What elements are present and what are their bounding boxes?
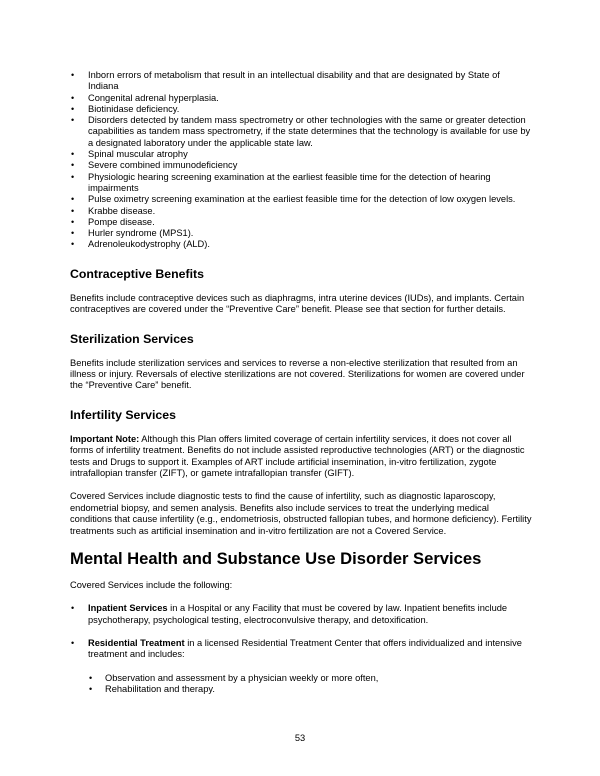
contraceptive-heading: Contraceptive Benefits — [70, 266, 204, 281]
list-item: • Hurler syndrome (MPS1). — [70, 228, 532, 239]
sterilization-heading: Sterilization Services — [70, 331, 194, 346]
inpatient-body: in a Hospital or any Facility that must be covered by law. Inpatient benefits include psychotherapy, psychological testing, electroconvulsive therapy, and detoxification. — [88, 603, 508, 625]
important-note-label: Important Note: — [70, 433, 140, 444]
page-content — [70, 70, 532, 696]
list-item: • Biotinidase deficiency. — [70, 104, 532, 115]
residential-sublist — [70, 673, 532, 696]
contraceptive-body: Benefits include contraceptive devices such as diaphragms, intra uterine devices (IUDs), and implants. Certain contraceptives are covered under the “Preventive Care” benefit. Please see that section for further details. — [70, 292, 525, 315]
mental-health-intro: Covered Services include the following: — [70, 580, 233, 591]
list-item: • Inborn errors of metabolism that result in an intellectual disability and that are designated by State of Indiana — [70, 70, 532, 93]
residential-label: Residential Treatment — [88, 638, 185, 649]
list-item: • Physiologic hearing screening examination at the earliest feasible time for the detection of hearing impairments — [70, 172, 532, 195]
sub-list-item: • Rehabilitation and therapy. — [88, 684, 532, 696]
list-item: • Pompe disease. — [70, 217, 532, 228]
list-item: • Disorders detected by tandem mass spectrometry or other technologies with the same or greater detection capabilities as tandem mass spectrometry, if the state determines that the technology is available for use by a designated laboratory under the applicable state law. — [70, 115, 532, 149]
infertility-covered-body: Covered Services include diagnostic tests to find the cause of infertility, such as diagnostic laparoscopy, endometrial biopsy, and semen analysis. Benefits also include services to treat the underlying medical conditions that cause infertility (e.g., endometriosis, obstructed fallopian tubes, and hormone deficiency). Fertility treatments such as artificial insemination and in-vitro fertilization are not a Covered Service. — [70, 491, 532, 536]
list-item-residential — [70, 638, 532, 661]
residential-body: in a licensed Residential Treatment Center that offers individualized and intensive treatment and includes: — [88, 638, 522, 660]
important-note-body: Although this Plan offers limited coverage of certain infertility services, it does not cover all forms of infertility treatment. Benefits do not include assisted reproductive technologies (ART) or the diagnostic tests and Drugs to support it. Examples of ART include artificial insemination, in-vitro fertilization, zygote intrafallopian transfer (ZIFT), or gamete intrafallopian transfer (GIFT). — [70, 433, 525, 478]
sterilization-body: Benefits include sterilization services and services to reverse a non-elective sterilization that resulted from an illness or injury. Reversals of elective sterilizations are not covered. Sterilizations for women are covered under the “Preventive Care” benefit. — [70, 357, 525, 391]
page-number: 53 — [294, 733, 306, 743]
newborn-screening-list — [70, 70, 532, 251]
infertility-heading: Infertility Services — [70, 407, 176, 422]
list-item: • Pulse oximetry screening examination at the earliest feasible time for the detection of low oxygen levels. — [70, 194, 532, 205]
list-item: • Krabbe disease. — [70, 206, 532, 217]
list-item: • Severe combined immunodeficiency — [70, 160, 532, 171]
list-item: • Spinal muscular atrophy — [70, 149, 532, 160]
mental-health-services-list-2 — [70, 638, 532, 661]
list-item-inpatient — [70, 603, 532, 626]
mental-health-services-list — [70, 603, 532, 626]
mental-health-heading: Mental Health and Substance Use Disorder Services — [70, 549, 482, 569]
infertility-note — [70, 434, 532, 480]
list-item: • Congenital adrenal hyperplasia. — [70, 93, 532, 104]
sub-list-item: • Observation and assessment by a physician weekly or more often, — [88, 673, 532, 685]
inpatient-label: Inpatient Services — [88, 603, 168, 614]
list-item: • Adrenoleukodystrophy (ALD). — [70, 239, 532, 250]
